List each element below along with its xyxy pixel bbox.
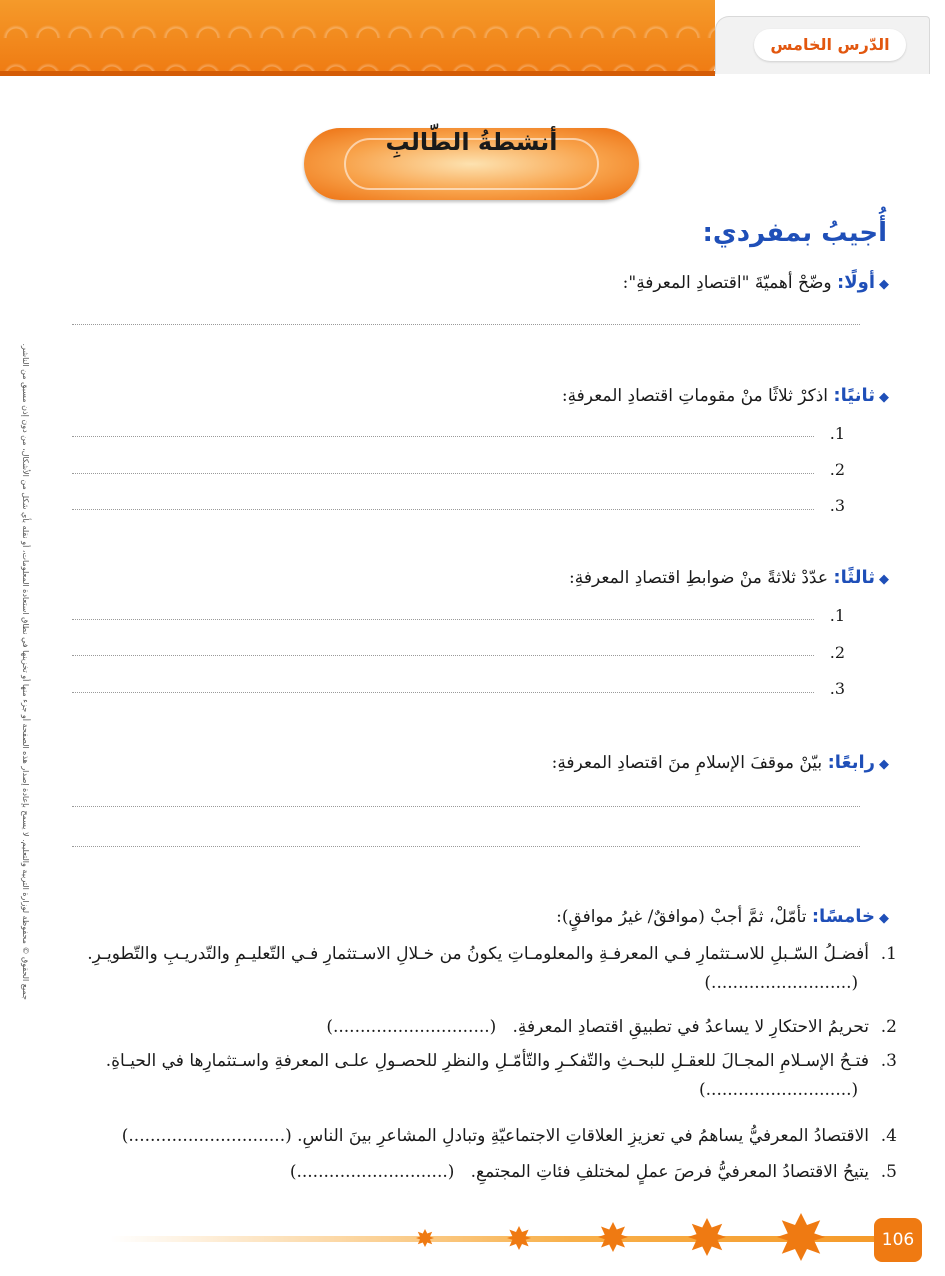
section-first-text: وضّحْ أهميّةَ "اقتصادِ المعرفةِ": <box>622 273 832 293</box>
statement-number: 1. <box>880 944 897 964</box>
footer-decorative-line <box>110 1236 880 1242</box>
answer-blank[interactable]: (..........................) <box>704 973 859 993</box>
statement-text: تحريمُ الاحتكارِ لا يساعدُ في تطبيقِ اقتصادِ المعرفةِ. <box>512 1017 869 1037</box>
star-burst-icon <box>777 1213 825 1261</box>
answer-line[interactable] <box>72 436 814 437</box>
statement-number: 3. <box>880 1051 897 1071</box>
statement-text: الاقتصادُ المعرفيُّ يساهمُ في تعزيزِ العلاقاتِ الاجتماعيّةِ وتبادلِ المشاعرِ بينَ الناسِ. <box>297 1126 869 1146</box>
answer-line[interactable] <box>72 846 860 847</box>
statement-item <box>49 940 897 998</box>
answer-line[interactable] <box>72 509 814 510</box>
statement-number: 5. <box>880 1162 897 1182</box>
bullet-icon: ◆ <box>879 911 889 926</box>
answer-line[interactable] <box>72 655 814 656</box>
bullet-icon: ◆ <box>879 277 889 292</box>
statement-text: أفضـلُ السّـبلِ للاسـتثمارِ فـي المعرفـةِ والمعلومـاتِ يكونُ من خـلالِ الاسـتثمارِ فـي التّعليـمِ والتّدريـبِ والتّطويـرِ. <box>87 944 869 964</box>
answer-line[interactable] <box>72 692 814 693</box>
statement-item <box>49 1158 897 1187</box>
list-number: 2. <box>829 460 845 479</box>
section-third-label: ثالثًا: <box>833 567 875 588</box>
list-number: 1. <box>829 424 845 443</box>
answer-blank[interactable]: (.............................) <box>121 1126 292 1146</box>
statement-text: يتيحُ الاقتصادُ المعرفيُّ فرصَ عملٍ لمختلفِ فئاتِ المجتمعِ. <box>470 1162 869 1182</box>
statement-text: فتـحُ الإسـلامِ المجـالَ للعقـلِ للبحـثِ والتّفكـرِ والتّأمّـلِ والنظرِ للحصـولِ علـى المعرفةِ واسـتثمارِها في الحيـاةِ. <box>105 1051 869 1071</box>
list-number: 3. <box>829 679 845 698</box>
title-banner <box>304 128 639 200</box>
star-burst-icon <box>416 1229 434 1247</box>
section-fourth-label: رابعًا: <box>827 752 875 773</box>
star-burst-icon <box>688 1218 726 1256</box>
section-second-heading <box>562 385 889 406</box>
answer-blank[interactable]: (.............................) <box>326 1017 497 1037</box>
section-second-text: اذكرْ ثلاثًا منْ مقوماتِ اقتصادِ المعرفةِ: <box>561 386 828 406</box>
section-fourth-heading <box>552 752 889 773</box>
answer-line[interactable] <box>72 619 814 620</box>
section-first-label: أولًا: <box>837 272 875 293</box>
answer-line[interactable] <box>72 806 860 807</box>
section-third-text: عدّدْ ثلاثةً منْ ضوابطِ اقتصادِ المعرفةِ: <box>569 568 828 588</box>
lesson-tab <box>715 16 930 74</box>
statement-item <box>49 1047 897 1105</box>
section-fifth-text: تأمّلْ، ثمَّ أجبْ (موافقٌ/ غيرُ موافقٍ): <box>556 907 807 927</box>
statement-number: 2. <box>880 1017 897 1037</box>
page-title: أنشطةُ الطّالبِ <box>385 128 558 156</box>
list-number: 2. <box>829 643 845 662</box>
bullet-icon: ◆ <box>879 757 889 772</box>
list-number: 1. <box>829 606 845 625</box>
answer-blank[interactable]: (...........................) <box>699 1080 859 1100</box>
statement-item <box>49 1013 897 1042</box>
main-heading: أُجيبُ بمفردي: <box>702 218 887 248</box>
section-second-label: ثانيًا: <box>833 385 875 406</box>
statement-number: 4. <box>880 1126 897 1146</box>
section-fourth-text: بيّنْ موقفَ الإسلامِ منَ اقتصادِ المعرفةِ: <box>551 753 823 773</box>
section-fifth-heading <box>556 906 889 927</box>
answer-line[interactable] <box>72 324 860 325</box>
star-burst-icon <box>598 1222 628 1252</box>
answer-blank[interactable]: (............................) <box>289 1162 455 1182</box>
list-number: 3. <box>829 496 845 515</box>
section-third-heading <box>569 567 889 588</box>
section-first-heading <box>623 272 889 293</box>
page-number: 106 <box>874 1218 922 1262</box>
lesson-label: الدّرس الخامس <box>754 29 906 61</box>
bullet-icon: ◆ <box>879 572 889 587</box>
star-burst-icon <box>507 1226 531 1250</box>
section-fifth-label: خامسًا: <box>811 906 875 927</box>
answer-line[interactable] <box>72 473 814 474</box>
bullet-icon: ◆ <box>879 390 889 405</box>
copyright-note: جميع الحقوق © محفوظة لوزارة التربية والتعليم. لا يسمح بإعادة إصدار هذه الصفحة أو جزء منها أو تخزينها في نطاق استعادة المعلومات، أو نقله بأي شكل من الأشكال، من دون إذن مسبق من الناشر. <box>21 343 30 1000</box>
header-decorative-band <box>0 0 715 76</box>
statement-item <box>49 1122 897 1151</box>
